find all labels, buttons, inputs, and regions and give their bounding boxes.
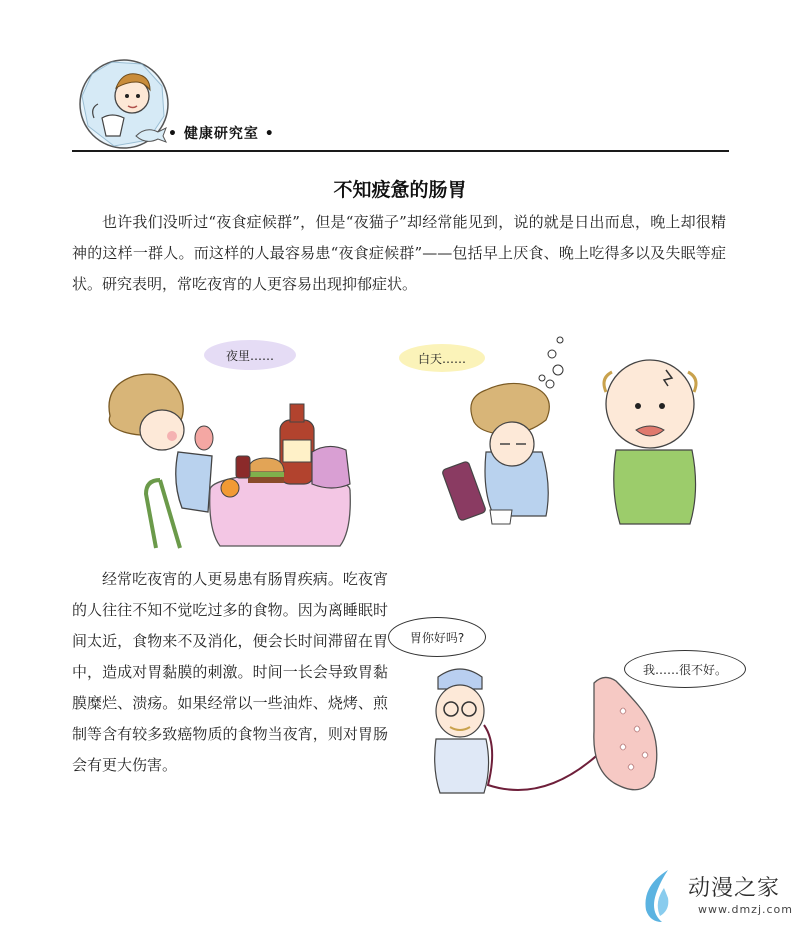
stomach-speech-bubble: 我……很不好。 <box>624 650 746 688</box>
brand-name: 动漫之家 <box>688 876 781 901</box>
brand-url: www.dmzj.com <box>698 903 793 916</box>
day-speech-bubble: 白天…… <box>399 344 485 372</box>
detail-paragraph: 经常吃夜宵的人更易患有肠胃疾病。吃夜宵的人往往不知不觉吃过多的食物。因为离睡眠时间太近，食物来不及消化，便会长时间滞留在胃中，造成对胃黏膜的刺激。时间一长会导致胃黏膜糜烂、溃疡。如果经常以一些油炸、烧烤、煎制等含有较多致癌物质的食物当夜宵，则对胃肠会有更大伤害。 <box>72 570 388 774</box>
daytime-illustration <box>430 332 730 532</box>
article-title: 不知疲惫的肠胃 <box>333 179 467 201</box>
night-speech-bubble: 夜里…… <box>204 340 296 370</box>
section-label: • 健康研究室 • <box>168 126 275 142</box>
brand-logo-icon <box>638 868 682 924</box>
doctor-speech-bubble: 胃你好吗? <box>388 617 486 657</box>
intro-paragraph: 也许我们没听过“夜食症候群”，但是“夜猫子”却经常能见到，说的就是日出而息，晚上却很精神的这样一群人。而这样的人最容易患“夜食症候群”——包括早上厌食、晚上吃得多以及失眠等症状。研究表明，常吃夜宵的人更容易出现抑郁症状。 <box>72 213 726 293</box>
header-rule <box>72 150 729 152</box>
night-snacking-illustration <box>100 372 370 552</box>
doctor-stomach-illustration <box>420 655 680 805</box>
decorative-swish-icon <box>134 124 168 144</box>
